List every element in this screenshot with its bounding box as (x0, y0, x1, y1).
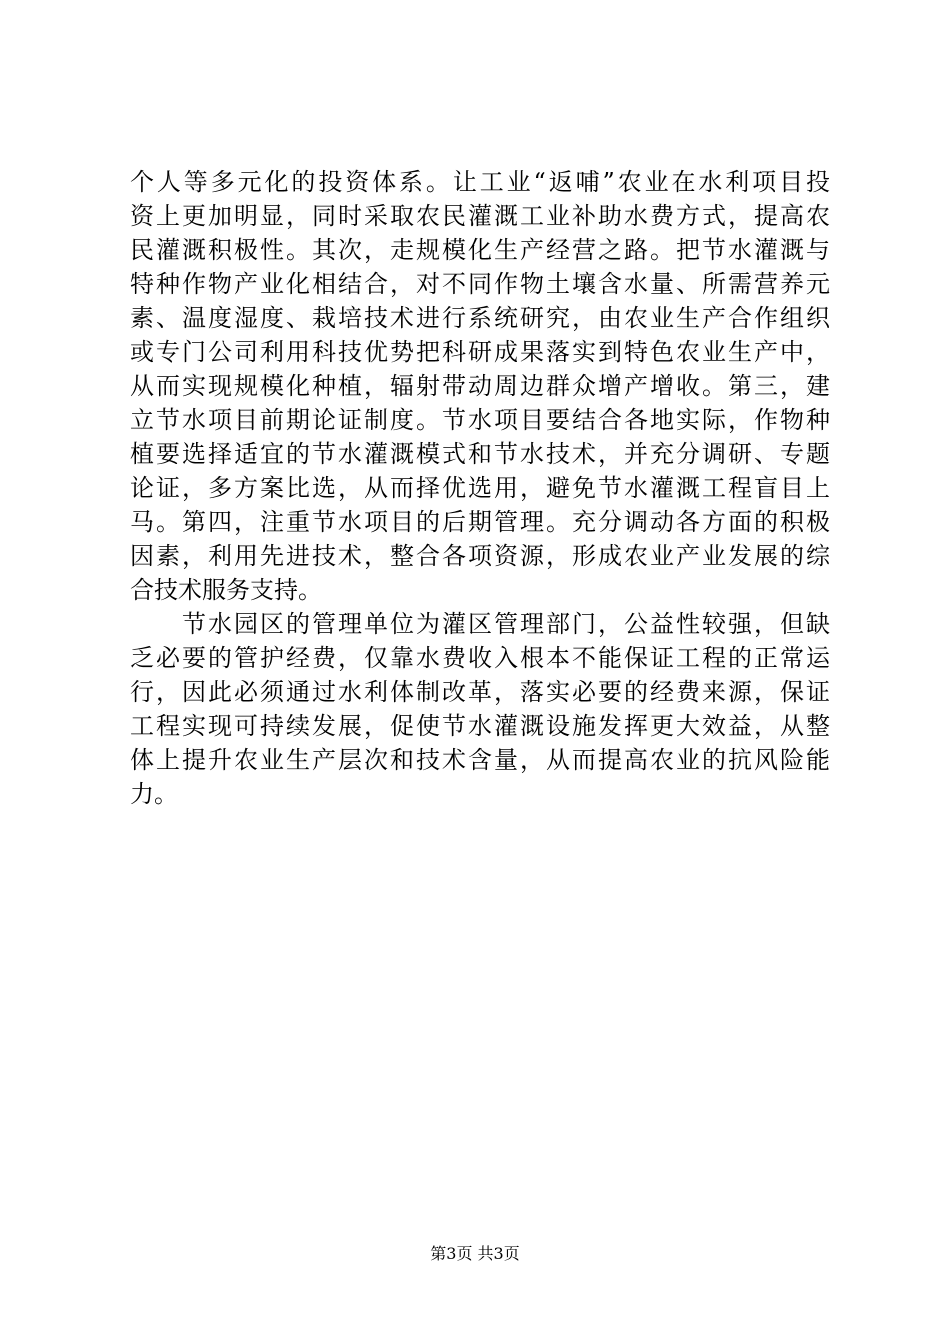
text-line: 马。第四，注重节水项目的后期管理。充分调动各方面的积极 (130, 508, 830, 536)
paragraph-2 (130, 607, 830, 811)
text-line: 个人等多元化的投资体系。让工业“返哺”农业在水利项目投 (130, 168, 830, 196)
text-line: 民灌溉积极性。其次，走规模化生产经营之路。把节水灌溉与 (130, 236, 830, 264)
paragraph-1 (130, 165, 830, 607)
text-line: 素、温度湿度、栽培技术进行系统研究，由农业生产合作组织 (130, 304, 830, 332)
text-line: 植要选择适宜的节水灌溉模式和节水技术，并充分调研、专题 (130, 440, 830, 468)
text-line: 力。 (130, 780, 178, 808)
text-line: 立节水项目前期论证制度。节水项目要结合各地实际，作物种 (130, 406, 830, 434)
text-line: 体上提升农业生产层次和技术含量，从而提高农业的抗风险能 (130, 746, 830, 774)
page-footer: 第3页 共3页 (430, 1244, 520, 1263)
text-line: 合技术服务支持。 (130, 576, 322, 604)
text-line: 工程实现可持续发展，促使节水灌溉设施发挥更大效益，从整 (130, 712, 830, 740)
text-line: 或专门公司利用科技优势把科研成果落实到特色农业生产中， (130, 338, 830, 366)
text-line: 因素，利用先进技术，整合各项资源，形成农业产业发展的综 (130, 542, 830, 570)
text-line: 乏必要的管护经费，仅靠水费收入根本不能保证工程的正常运 (130, 644, 830, 672)
text-line: 从而实现规模化种植，辐射带动周边群众增产增收。第三，建 (130, 372, 830, 400)
text-line: 节水园区的管理单位为灌区管理部门，公益性较强，但缺 (130, 610, 830, 638)
text-line: 论证，多方案比选，从而择优选用，避免节水灌溉工程盲目上 (130, 474, 830, 502)
body-text (130, 165, 830, 811)
text-line: 行，因此必须通过水利体制改革，落实必要的经费来源，保证 (130, 678, 830, 706)
text-line: 资上更加明显，同时采取农民灌溉工业补助水费方式，提高农 (130, 202, 830, 230)
text-line: 特种作物产业化相结合，对不同作物土壤含水量、所需营养元 (130, 270, 830, 298)
